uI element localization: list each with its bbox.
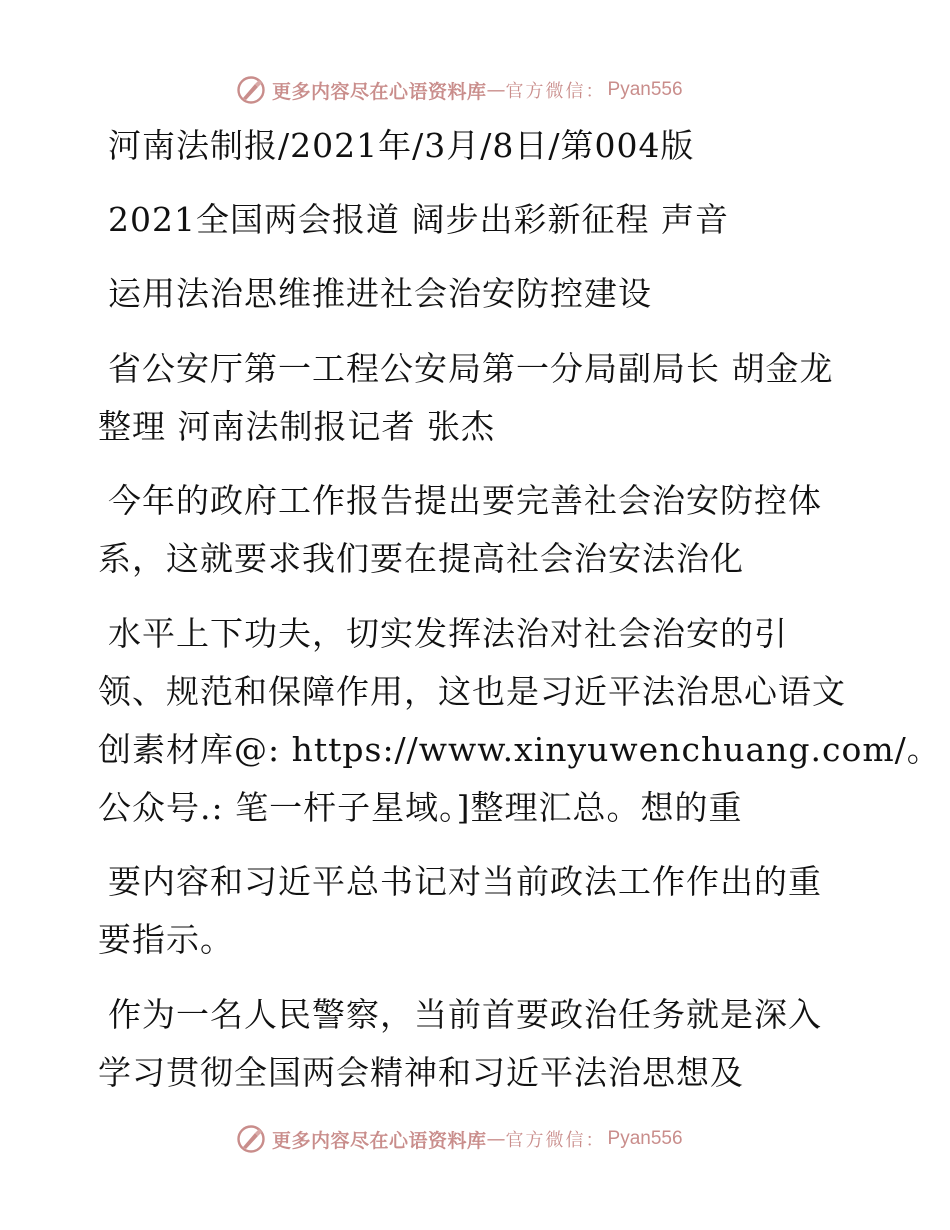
article-line-1: 河南法制报/2021年/3月/8日/第004版 — [108, 126, 695, 165]
pen-logo-icon — [236, 1124, 266, 1154]
article-line-8: 水平上下功夫，切实发挥法治对社会治安的引 — [108, 614, 788, 653]
banner-wechat-label: 官方微信： — [505, 1130, 606, 1151]
banner-wechat-id: Pyan556 — [607, 1128, 683, 1149]
article-line-9: 领、规范和保障作用，这也是习近平法治思心语文 — [98, 672, 846, 711]
article-line-14: 作为一名人民警察，当前首要政治任务就是深入 — [108, 995, 822, 1034]
header-watermark-banner — [236, 73, 683, 107]
pen-logo-icon — [236, 75, 266, 105]
banner-main-text: 更多内容尽在心语资料库 — [272, 1129, 487, 1152]
footer-watermark-banner — [236, 1122, 683, 1156]
banner-dash: — — [486, 79, 506, 101]
banner-main-text: 更多内容尽在心语资料库 — [272, 80, 487, 103]
article-line-5: 整理 河南法制报记者 张杰 — [98, 407, 495, 446]
article-line-7: 系，这就要求我们要在提高社会治安法治化 — [98, 539, 744, 578]
article-line-3: 运用法治思维推进社会治安防控建设 — [108, 274, 652, 313]
article-line-10: 创素材库@: https://www.xinyuwenchuang.com/。 — [98, 730, 941, 769]
article-line-2: 2021全国两会报道 阔步出彩新征程 声音 — [108, 200, 729, 239]
article-line-13: 要指示。 — [98, 920, 234, 959]
article-line-15: 学习贯彻全国两会精神和习近平法治思想及 — [98, 1053, 744, 1092]
banner-dash: — — [486, 1128, 506, 1150]
article-line-4: 省公安厅第一工程公安局第一分局副局长 胡金龙 — [108, 349, 834, 388]
banner-wechat-id: Pyan556 — [607, 79, 683, 100]
article-line-6: 今年的政府工作报告提出要完善社会治安防控体 — [108, 481, 822, 520]
article-line-11: 公众号.: 笔一杆子星域。]整理汇总。想的重 — [98, 788, 743, 827]
banner-wechat-label: 官方微信： — [505, 81, 606, 102]
article-line-12: 要内容和习近平总书记对当前政法工作作出的重 — [108, 862, 822, 901]
